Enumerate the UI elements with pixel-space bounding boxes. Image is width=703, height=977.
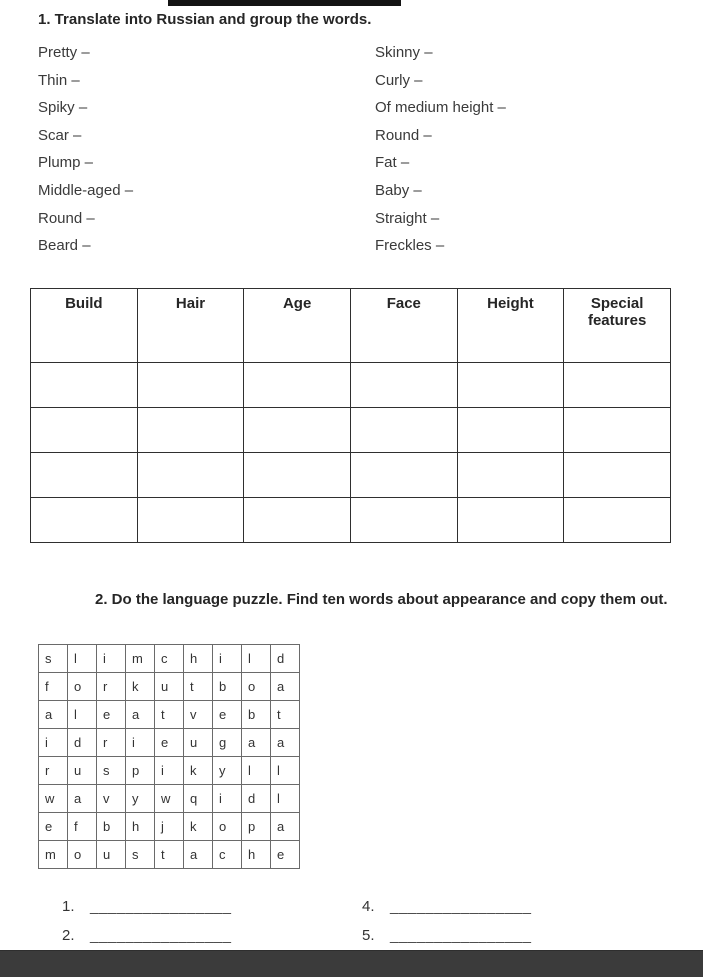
- answer-number: 4.: [362, 898, 375, 915]
- puzzle-cell: i: [97, 645, 126, 673]
- answer-item: [362, 898, 662, 915]
- word-item: Pretty –: [38, 44, 90, 61]
- puzzle-cell: y: [213, 757, 242, 785]
- table-row: [31, 408, 671, 453]
- word-item: Fat –: [375, 154, 410, 172]
- puzzle-cell: k: [184, 757, 213, 785]
- puzzle-cell: l: [242, 757, 271, 785]
- puzzle-row: [39, 757, 300, 785]
- puzzle-cell: u: [68, 757, 97, 785]
- puzzle-cell: a: [271, 729, 300, 757]
- answer-number: 5.: [362, 927, 375, 944]
- table-empty-cell: [457, 408, 564, 453]
- word-item: Round –: [38, 209, 95, 227]
- table-empty-cell: [31, 453, 138, 498]
- puzzle-cell: l: [271, 757, 300, 785]
- puzzle-cell: f: [68, 813, 97, 841]
- puzzle-cell: o: [242, 673, 271, 701]
- puzzle-row: [39, 701, 300, 729]
- puzzle-cell: i: [39, 729, 68, 757]
- puzzle-cell: o: [68, 841, 97, 869]
- answer-row: [62, 927, 662, 944]
- puzzle-cell: l: [242, 645, 271, 673]
- puzzle-cell: d: [242, 785, 271, 813]
- table-header-cell: Hair: [137, 289, 244, 363]
- word-item: Spiky –: [38, 99, 88, 117]
- grouping-table: [30, 288, 671, 543]
- puzzle-cell: l: [68, 701, 97, 729]
- puzzle-cell: t: [155, 701, 184, 729]
- puzzle-cell: e: [271, 841, 300, 869]
- puzzle-cell: e: [39, 813, 68, 841]
- puzzle-cell: e: [97, 701, 126, 729]
- answer-line: ________________: [90, 927, 232, 944]
- puzzle-row: [39, 841, 300, 869]
- puzzle-row: [39, 673, 300, 701]
- puzzle-cell: h: [126, 813, 155, 841]
- table-empty-cell: [564, 408, 671, 453]
- table-empty-cell: [31, 408, 138, 453]
- table-row: [31, 498, 671, 543]
- puzzle-cell: h: [242, 841, 271, 869]
- puzzle-cell: h: [184, 645, 213, 673]
- table-empty-cell: [457, 363, 564, 408]
- bottom-toolbar-bar: [0, 950, 703, 977]
- table-empty-cell: [244, 363, 351, 408]
- puzzle-cell: k: [184, 813, 213, 841]
- table-empty-cell: [31, 363, 138, 408]
- puzzle-cell: e: [213, 701, 242, 729]
- word-item: Thin –: [38, 71, 80, 89]
- puzzle-cell: v: [97, 785, 126, 813]
- puzzle-cell: k: [126, 673, 155, 701]
- puzzle-cell: s: [39, 645, 68, 673]
- word-item: Of medium height –: [375, 99, 506, 117]
- puzzle-cell: p: [242, 813, 271, 841]
- table-empty-cell: [244, 498, 351, 543]
- puzzle-cell: d: [271, 645, 300, 673]
- table-row: [31, 453, 671, 498]
- table-empty-cell: [564, 363, 671, 408]
- puzzle-cell: p: [126, 757, 155, 785]
- puzzle-cell: i: [213, 785, 242, 813]
- puzzle-cell: v: [184, 701, 213, 729]
- table-empty-cell: [244, 453, 351, 498]
- table-row: [31, 363, 671, 408]
- puzzle-row: [39, 729, 300, 757]
- puzzle-cell: t: [271, 701, 300, 729]
- table-header-cell: Age: [244, 289, 351, 363]
- puzzle-cell: j: [155, 813, 184, 841]
- table-header-cell: Height: [457, 289, 564, 363]
- table-empty-cell: [137, 453, 244, 498]
- puzzle-cell: i: [213, 645, 242, 673]
- puzzle-cell: d: [68, 729, 97, 757]
- puzzle-cell: l: [68, 645, 97, 673]
- puzzle-cell: g: [213, 729, 242, 757]
- grouping-table-head: [31, 289, 671, 363]
- puzzle-cell: a: [184, 841, 213, 869]
- puzzle-cell: l: [271, 785, 300, 813]
- puzzle-cell: w: [39, 785, 68, 813]
- table-empty-cell: [350, 498, 457, 543]
- puzzle-cell: t: [155, 841, 184, 869]
- answer-line: ________________: [390, 898, 532, 915]
- puzzle-cell: e: [155, 729, 184, 757]
- word-item: Baby –: [375, 181, 422, 199]
- puzzle-cell: f: [39, 673, 68, 701]
- word-item: Scar –: [38, 126, 82, 144]
- table-empty-cell: [457, 453, 564, 498]
- puzzle-cell: o: [68, 673, 97, 701]
- answer-line: ________________: [90, 898, 232, 915]
- grouping-table-body: [31, 363, 671, 543]
- puzzle-cell: r: [39, 757, 68, 785]
- puzzle-row: [39, 645, 300, 673]
- table-empty-cell: [137, 408, 244, 453]
- answer-item: [62, 898, 362, 915]
- answer-line: ________________: [390, 927, 532, 944]
- puzzle-cell: q: [184, 785, 213, 813]
- word-item: Skinny –: [375, 44, 433, 61]
- table-empty-cell: [350, 408, 457, 453]
- puzzle-row: [39, 785, 300, 813]
- puzzle-cell: u: [155, 673, 184, 701]
- word-search-grid: [38, 644, 300, 869]
- word-item: Straight –: [375, 209, 440, 227]
- table-empty-cell: [564, 498, 671, 543]
- puzzle-cell: b: [97, 813, 126, 841]
- answer-item: [62, 927, 362, 944]
- puzzle-cell: u: [184, 729, 213, 757]
- word-item: Curly –: [375, 71, 423, 89]
- table-empty-cell: [564, 453, 671, 498]
- puzzle-cell: a: [39, 701, 68, 729]
- puzzle-cell: w: [155, 785, 184, 813]
- puzzle-cell: a: [126, 701, 155, 729]
- table-header-cell: Build: [31, 289, 138, 363]
- puzzle-cell: c: [213, 841, 242, 869]
- puzzle-cell: r: [97, 673, 126, 701]
- answer-number: 1.: [62, 898, 75, 915]
- puzzle-cell: i: [126, 729, 155, 757]
- puzzle-cell: y: [126, 785, 155, 813]
- puzzle-cell: c: [155, 645, 184, 673]
- table-header-cell: Face: [350, 289, 457, 363]
- table-header-cell: Special features: [564, 289, 671, 363]
- table-empty-cell: [137, 363, 244, 408]
- word-search-grid-body: [39, 645, 300, 869]
- word-list-right: [375, 39, 506, 260]
- puzzle-cell: s: [97, 757, 126, 785]
- task1-title: 1. Translate into Russian and group the words.: [38, 11, 372, 28]
- table-empty-cell: [31, 498, 138, 543]
- table-header-row: [31, 289, 671, 363]
- answer-row: [62, 898, 662, 915]
- task2-title: 2. Do the language puzzle. Find ten words about appearance and copy them out.: [95, 591, 668, 608]
- puzzle-cell: o: [213, 813, 242, 841]
- puzzle-cell: a: [242, 729, 271, 757]
- puzzle-cell: r: [97, 729, 126, 757]
- answer-item: [362, 927, 662, 944]
- table-empty-cell: [350, 363, 457, 408]
- puzzle-cell: m: [126, 645, 155, 673]
- table-empty-cell: [137, 498, 244, 543]
- puzzle-cell: u: [97, 841, 126, 869]
- puzzle-cell: t: [184, 673, 213, 701]
- answer-blanks: [62, 898, 662, 956]
- puzzle-cell: a: [271, 813, 300, 841]
- table-empty-cell: [350, 453, 457, 498]
- puzzle-cell: b: [242, 701, 271, 729]
- puzzle-cell: i: [155, 757, 184, 785]
- puzzle-cell: m: [39, 841, 68, 869]
- word-item: Freckles –: [375, 237, 445, 255]
- word-item: Beard –: [38, 237, 91, 255]
- puzzle-cell: b: [213, 673, 242, 701]
- word-item: Plump –: [38, 154, 94, 172]
- puzzle-row: [39, 813, 300, 841]
- word-list-left: [38, 39, 133, 260]
- puzzle-cell: a: [271, 673, 300, 701]
- cropped-top-banner: [168, 0, 401, 6]
- puzzle-cell: a: [68, 785, 97, 813]
- table-empty-cell: [457, 498, 564, 543]
- word-item: Middle-aged –: [38, 181, 134, 199]
- table-empty-cell: [244, 408, 351, 453]
- puzzle-cell: s: [126, 841, 155, 869]
- word-item: Round –: [375, 126, 432, 144]
- answer-number: 2.: [62, 927, 75, 944]
